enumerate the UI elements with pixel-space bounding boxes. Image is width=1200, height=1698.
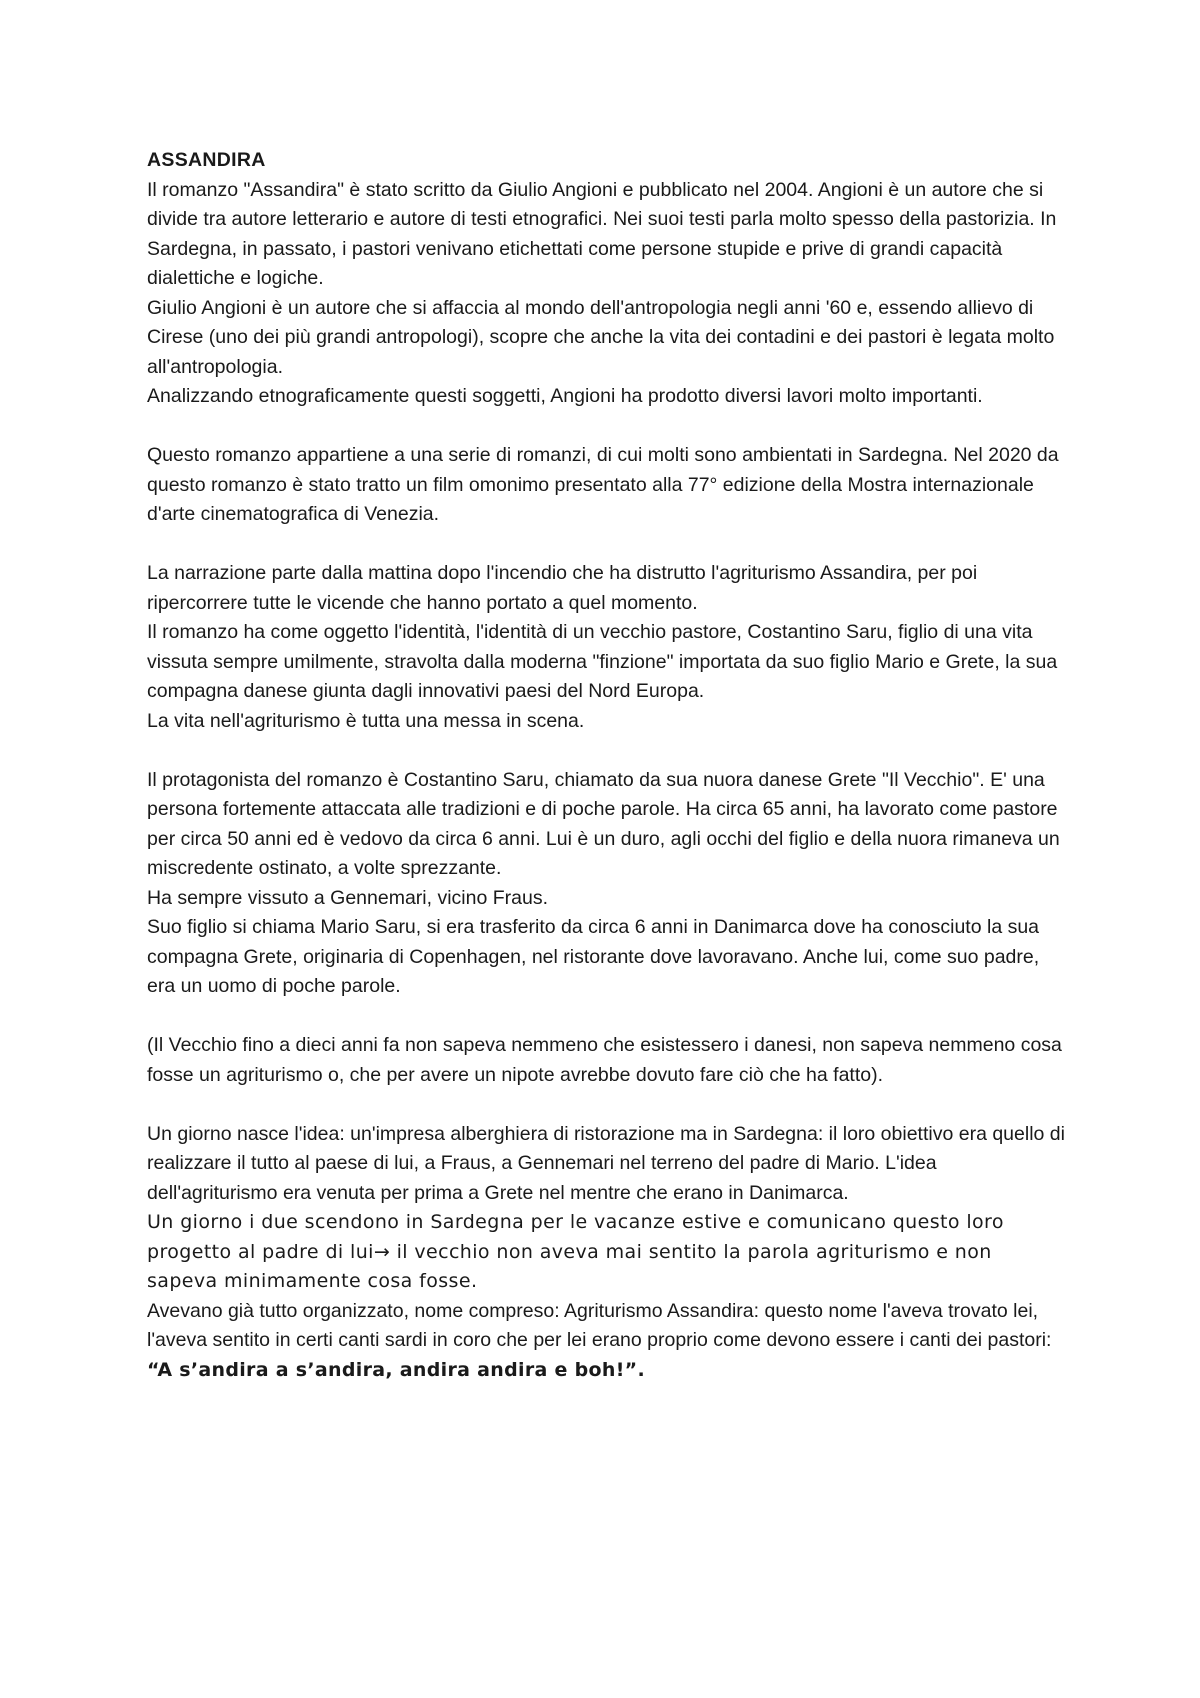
paragraph-intro: Il romanzo "Assandira" è stato scritto da Giulio Angioni e pubblicato nel 2004. Angioni è un autore che si divide tra autore letterario e autore di testi etnografici. Nei suoi testi parla molto spesso della pastorizia. In Sardegna, in passato, i pastori venivano etichettati come persone stupide e prive di grandi capacità dialettiche e logiche. [147,178,1057,289]
paragraph-summer: Un giorno i due scendono in Sardegna per le vacanze estive e comunicano questo loro progetto al padre di lui→ il vecchio non aveva mai sentito la parola agriturismo e non sapeva minimamente cosa fosse. [147,1211,1004,1292]
paragraph-identity: Il romanzo ha come oggetto l'identità, l'identità di un vecchio pastore, Costantino Saru, figlio di una vita vissuta sempre umilmente, stravolta dalla moderna "finzione" importata da suo figlio Mario e Grete, la sua compagna danese giunta dagli innovativi paesi del Nord Europa. [147,621,1058,702]
paragraph-son: Suo figlio si chiama Mario Saru, si era trasferito da circa 6 anni in Danimarca dove ha conosciuto la sua compagna Grete, originaria di Copenhagen, nel ristorante dove lavoravano. Anche lui, come suo padre, era un uomo di poche parole. [147,916,1040,997]
paragraph-idea: Un giorno nasce l'idea: un'impresa alberghiera di ristorazione ma in Sardegna: il loro obiettivo era quello di realizzare il tutto al paese di lui, a Fraus, a Gennemari nel terreno del padre di Mario. L'idea dell'agriturismo era venuta per prima a Grete nel mentre che erano in Danimarca. [147,1122,1065,1204]
paragraph-anthropology: Giulio Angioni è un autore che si affaccia al mondo dell'antropologia negli anni '60 e, essendo allievo di Cirese (uno dei più grandi antropologi), scopre che anche la vita dei contadini e dei pastori è legata molto all'antropologia. [147,296,1055,378]
paragraph-series: Questo romanzo appartiene a una serie di romanzi, di cui molti sono ambientati in Sardegna. Nel 2020 da questo romanzo è stato tratto un film omonimo presentato alla 77° edizione della Mostra internazionale d'arte cinematografica di Venezia. [147,444,1059,525]
paragraph-staging: La vita nell'agriturismo è tutta una messa in scena. [147,709,585,732]
paragraph-name: Avevano già tutto organizzato, nome compreso: Agriturismo Assandira: questo nome l'aveva trovato lei, l'aveva sentito in certi canti sardi in coro che per lei erano proprio come devono essere i canti dei pastori: [147,1299,1052,1351]
paragraph-narration: La narrazione parte dalla mattina dopo l'incendio che ha distrutto l'agriturismo Assandira, per poi ripercorrere tutte le vicende che hanno portato a quel momento. [147,562,978,614]
paragraph-gennemari: Ha sempre vissuto a Gennemari, vicino Fraus. [147,886,548,909]
document-title: ASSANDIRA [147,149,266,171]
quote-song: “A s’andira a s’andira, andira andira e boh!”. [147,1358,645,1381]
paragraph-ethnography: Analizzando etnograficamente questi soggetti, Angioni ha prodotto diversi lavori molto importanti. [147,385,983,407]
paragraph-aside: (Il Vecchio fino a dieci anni fa non sapeva nemmeno che esistessero i danesi, non sapeva nemmeno cosa fosse un agriturismo o, che per avere un nipote avrebbe dovuto fare ciò che ha fatto). [147,1034,1062,1086]
document-body [147,146,1067,1385]
paragraph-protagonist: Il protagonista del romanzo è Costantino Saru, chiamato da sua nuora danese Grete "Il Vecchio". E' una persona fortemente attaccata alle tradizioni e di poche parole. Ha circa 65 anni, ha lavorato come pastore per circa 50 anni ed è vedovo da circa 6 anni. Lui è un duro, agli occhi del figlio e della nuora rimaneva un miscredente ostinato, a volte sprezzante. [147,768,1060,879]
